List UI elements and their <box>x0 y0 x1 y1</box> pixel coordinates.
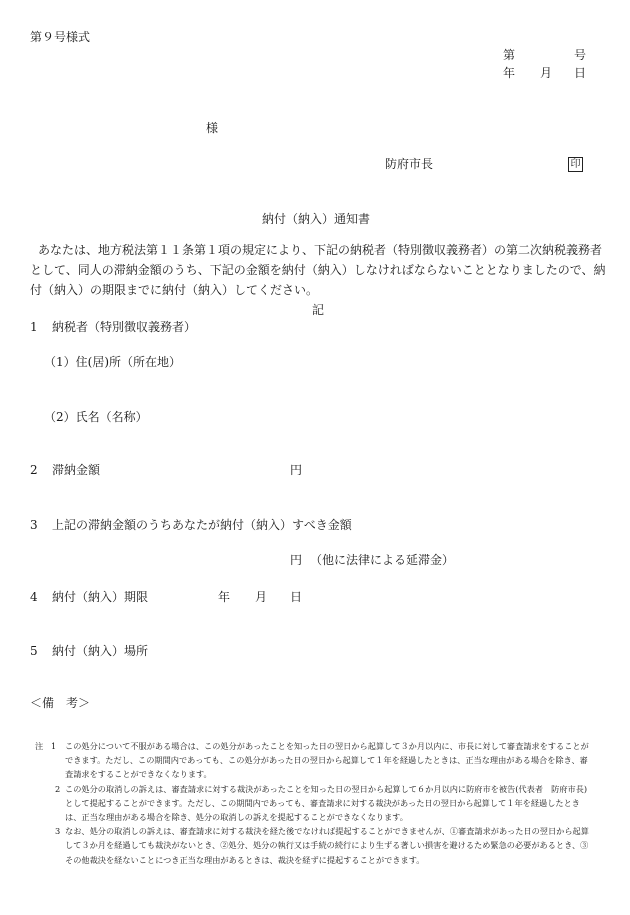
note-item <box>35 782 595 825</box>
remarks-heading: ＜備 考＞ <box>30 696 91 710</box>
item4-number: 4 <box>30 590 38 604</box>
note-item <box>35 824 595 867</box>
body-text: あなたは、地方税法第１１条第１項の規定により、下記の納税者（特別徴収義務者）の第二次納税義務者として、同人の滞納金額のうち、下記の金額を納付（納入）しなければならないこととなりましたので、納付（納入）の期限までに納付（納入）してください。 <box>30 243 606 297</box>
item2-label: 滞納金額 <box>52 463 101 477</box>
note-number: 1 <box>51 741 57 751</box>
date-day: 日 <box>574 66 587 80</box>
note-number: 2 <box>55 783 61 794</box>
item3-unit: 円 <box>290 553 303 567</box>
notes-prefix: 注 <box>35 741 44 751</box>
item4-year: 年 <box>218 590 231 604</box>
item5-label: 納付（納入）場所 <box>52 644 149 658</box>
number-prefix: 第 <box>503 48 516 62</box>
notes-section <box>35 739 595 867</box>
note-text: この処分の取消しの訴えは、審査請求に対する裁決があったことを知った日の翌日から起算して６か月以内に防府市を被告(代表者 防府市長)として提起することができます。ただし、この期間内であっても、審査請求に対する裁決があった日の翌日から起算して１年を経過したときは、正当な理由がある場合を除き、処分の取消しの訴えを提起することができなくなります。 <box>65 783 588 823</box>
item2-number: 2 <box>30 463 38 477</box>
item3-number: 3 <box>30 518 38 532</box>
date-year: 年 <box>503 66 516 80</box>
note-item <box>35 739 595 782</box>
note-text: この処分について不服がある場合は、この処分があったことを知った日の翌日から起算して３か月以内に、市長に対して審査請求をすることができます。ただし、この期間内であっても、この処分があった日の翌日から起算して１年を経過したときは、正当な理由がある場合を除き、審査請求をすることができなくなります。 <box>65 741 589 780</box>
number-suffix: 号 <box>574 48 587 62</box>
document-title: 納付（納入）通知書 <box>262 212 371 226</box>
item4-label: 納付（納入）期限 <box>52 590 149 604</box>
item4-day: 日 <box>290 590 303 604</box>
note-text: なお、処分の取消しの訴えは、審査請求に対する裁決を経た後でなければ提起することができませんが、①審査請求があった日の翌日から起算して３か月を経過しても裁決がないとき、②処分、処分の執行又は手続の続行により生ずる著しい損害を避けるため緊急の必要があるとき、③その他裁決を経ないことにつき正当な理由があるときは、裁決を経ずに提起することができます。 <box>65 826 589 865</box>
item1-name-label: （2）氏名（名称） <box>44 410 148 424</box>
seal-stamp: 印 <box>568 157 583 172</box>
item3-label: 上記の滞納金額のうちあなたが納付（納入）すべき金額 <box>52 518 352 532</box>
item3-note: （他に法律による延滞金） <box>310 553 455 567</box>
note-number: 3 <box>55 826 61 837</box>
item1-number: 1 <box>30 320 38 334</box>
item4-month: 月 <box>255 590 268 604</box>
addressee-suffix: 様 <box>206 121 219 135</box>
item5-number: 5 <box>30 644 38 658</box>
issuer: 防府市長 <box>385 157 434 171</box>
ki-marker: 記 <box>312 303 325 317</box>
form-number: 第９号様式 <box>30 30 91 44</box>
item2-unit: 円 <box>290 463 303 477</box>
date-month: 月 <box>540 66 553 80</box>
item1-label: 納税者（特別徴収義務者） <box>52 320 197 334</box>
item1-address-label: （1）住(居)所（所在地） <box>44 355 181 369</box>
